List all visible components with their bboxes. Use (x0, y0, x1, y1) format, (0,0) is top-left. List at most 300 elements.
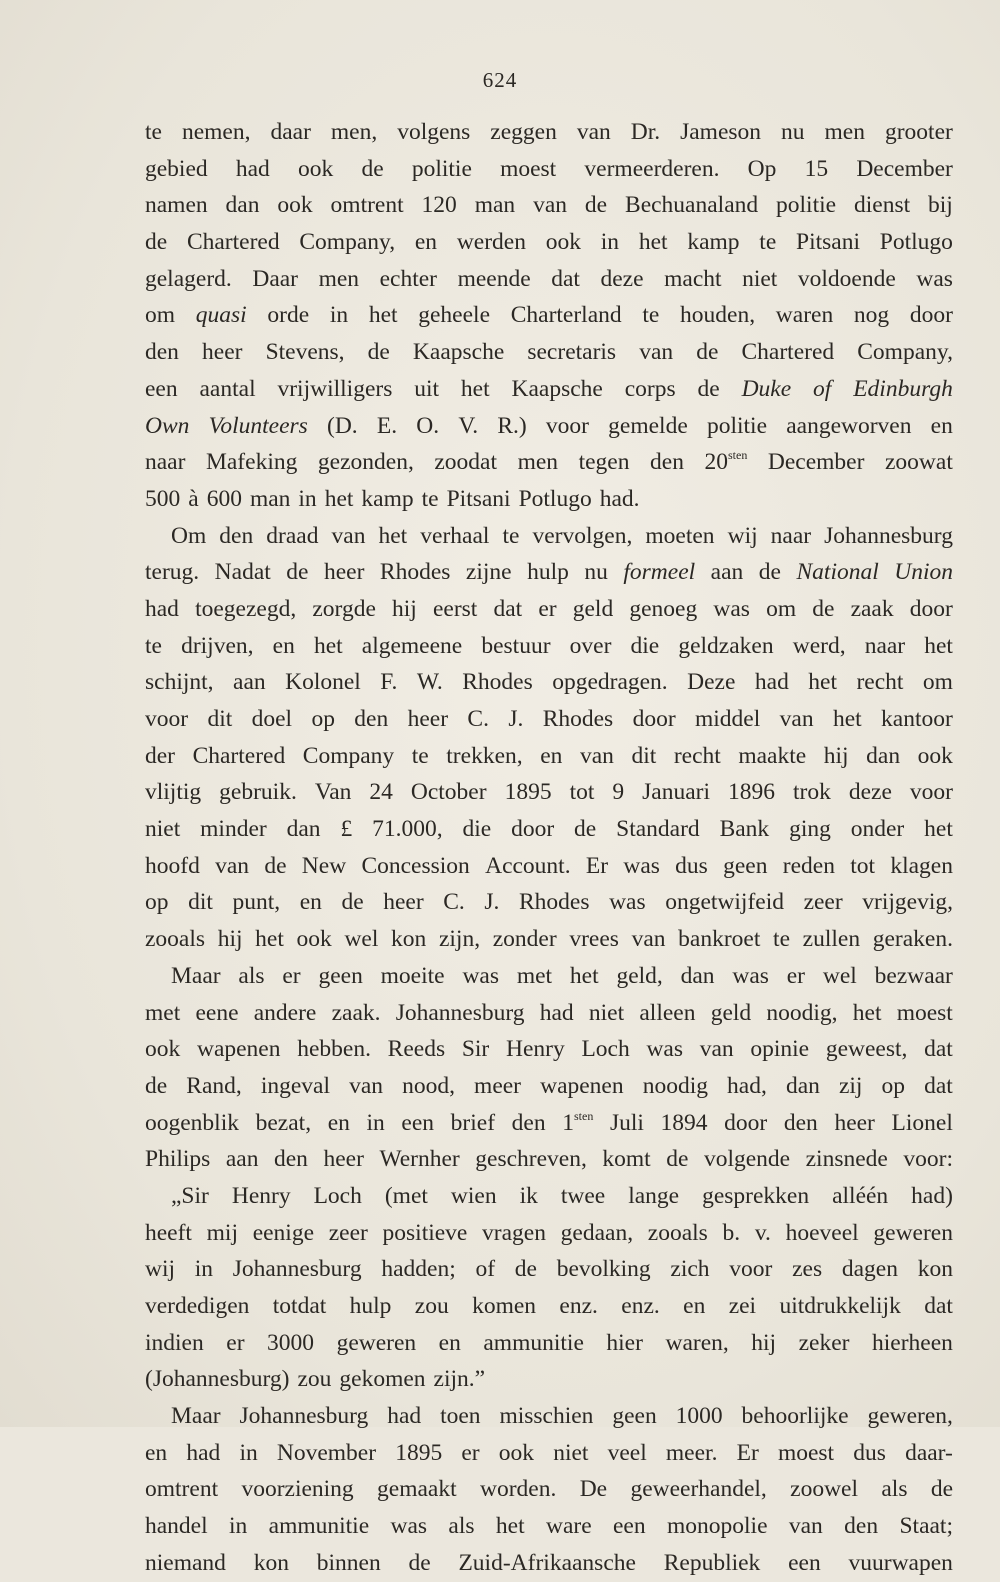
word: wapenen (540, 1072, 624, 1099)
word: December (767, 449, 865, 476)
word: gemelde (608, 412, 688, 439)
word: zooals (647, 1219, 708, 1246)
word: het (638, 229, 668, 256)
word: Company, (857, 339, 953, 366)
text-line (145, 774, 953, 811)
word: 1895 (395, 1439, 443, 1466)
word: een (613, 1513, 646, 1540)
word: Loch (313, 1182, 362, 1209)
word: positieve (382, 1219, 468, 1246)
word: V. (458, 412, 479, 439)
word: wel (822, 962, 857, 989)
word: punt, (232, 889, 281, 916)
word: lange (628, 1182, 680, 1209)
word: Wernher (379, 1146, 460, 1173)
word: October (410, 779, 487, 806)
word: met (516, 962, 553, 989)
word: door (909, 302, 953, 329)
word: recht (856, 669, 904, 696)
text-line (145, 1325, 953, 1362)
word: Maar (171, 1403, 221, 1430)
word: moeten (645, 522, 715, 549)
word: Rhodes (379, 559, 451, 586)
word: door (511, 816, 555, 843)
word: was (916, 265, 953, 292)
text-line (145, 848, 953, 885)
word: het (832, 706, 862, 732)
word: dan (866, 742, 901, 769)
word: niemand (145, 1549, 226, 1576)
word: Juli (609, 1109, 644, 1136)
word: 71.000, (372, 816, 443, 843)
word: geschreven, (475, 1146, 587, 1173)
word: 500 (145, 485, 181, 512)
word: hij (751, 1329, 777, 1356)
word: Standard (616, 816, 700, 843)
word: over (569, 632, 612, 659)
text-line (145, 884, 953, 921)
word: vermeerderen. (584, 155, 720, 182)
word: algemeene (361, 632, 463, 659)
word: aan (225, 1146, 259, 1173)
word: de (361, 155, 384, 182)
text-line (145, 114, 953, 151)
word: bevolking (556, 1256, 651, 1283)
word: was (646, 1036, 683, 1063)
word: het (324, 485, 354, 512)
word: door (724, 1109, 768, 1136)
word: ik (519, 1182, 538, 1209)
word (894, 554, 953, 591)
word: daar (270, 119, 311, 145)
word: de (367, 339, 390, 366)
word: dan (225, 192, 260, 219)
word: de (574, 816, 597, 843)
italic-text: Union (894, 559, 953, 586)
word: had (186, 1439, 221, 1466)
text-line (145, 1031, 953, 1068)
word: den (511, 1109, 546, 1136)
word: den (783, 1109, 818, 1136)
word: à (188, 485, 199, 512)
word: Henry (231, 1182, 291, 1209)
word: hij (392, 595, 417, 622)
word: namen (145, 192, 208, 219)
word: trok (793, 779, 831, 806)
italic-text: Duke (741, 375, 792, 402)
word: Kaapsche (412, 339, 505, 366)
word: Januari (642, 779, 710, 806)
word: geen (723, 852, 768, 879)
word: zinsnede (805, 1146, 888, 1173)
word: zich (670, 1256, 710, 1283)
word: Jameson (680, 119, 762, 145)
word: het (378, 522, 408, 549)
word: geweest, (825, 1036, 908, 1063)
word: Rhodes (462, 669, 533, 696)
word: doel (251, 706, 293, 732)
word: hoofd (145, 852, 200, 879)
word: gelagerd. (145, 265, 232, 292)
word: opgedragen. (552, 669, 668, 696)
word: Johannesburg (239, 1403, 369, 1430)
word: van (349, 1072, 384, 1099)
word: dan (785, 1072, 820, 1099)
word: Om (171, 522, 207, 549)
word: het (569, 962, 599, 989)
word: 1894 (660, 1109, 708, 1136)
word: zes (792, 1256, 823, 1283)
word: November (276, 1439, 377, 1466)
word: en (145, 1439, 168, 1466)
word: het (255, 926, 284, 953)
word: „Sir (171, 1182, 209, 1209)
word: Van (314, 779, 352, 806)
word: eenige (252, 1219, 315, 1246)
word: minder (200, 816, 267, 843)
word: uit (414, 375, 440, 402)
word: andere (253, 999, 317, 1026)
word: macht (664, 265, 722, 292)
word: nood, (402, 1072, 455, 1099)
word: De (579, 1476, 608, 1503)
word: Loch (581, 1036, 630, 1063)
word: brief (450, 1109, 496, 1136)
word: Deze (687, 669, 736, 696)
word: Potlugo (879, 229, 953, 256)
word: geld, (616, 962, 663, 989)
word: het (924, 632, 953, 659)
word: te (145, 119, 162, 145)
word: ook (498, 1439, 535, 1466)
word: grooter (884, 119, 953, 145)
word: Daar (252, 265, 299, 292)
word: zullen (802, 926, 861, 953)
italic-text: of (813, 375, 832, 402)
word: den (219, 522, 254, 549)
word: nu (584, 559, 608, 586)
page-number: 624 (482, 68, 518, 92)
word: wij (145, 1256, 176, 1283)
word: ook (917, 742, 953, 769)
word: reden (782, 852, 835, 879)
word: ongetwijfeid (665, 889, 784, 916)
word: 1000 (675, 1403, 723, 1430)
word: Account. (485, 852, 571, 879)
word: in (366, 1109, 385, 1136)
word: en (438, 1329, 461, 1356)
word: te (145, 632, 162, 659)
word: O. (416, 412, 440, 439)
word: (met (384, 1182, 428, 1209)
italic-text: quasi (195, 302, 247, 329)
word: Charterland (510, 302, 622, 329)
word: dat (551, 265, 580, 292)
word: van (576, 119, 611, 145)
word: de (584, 192, 608, 219)
word: een (145, 375, 178, 402)
word: de (930, 1476, 953, 1503)
word: men, (330, 119, 378, 145)
word: Philips (145, 1146, 211, 1173)
text-line (145, 151, 953, 188)
word: toegezegd, (195, 595, 297, 622)
word: December (856, 155, 953, 182)
word: heer (834, 1109, 875, 1136)
word: werd, (792, 632, 846, 659)
word: der (145, 742, 176, 769)
word: had, (727, 1072, 767, 1099)
word: er (538, 595, 557, 622)
word: op (311, 706, 335, 732)
word: voor (729, 1256, 773, 1283)
word: Company (302, 742, 395, 769)
word: aantal (199, 375, 256, 402)
word: binnen (316, 1549, 381, 1576)
word: zijne (465, 559, 512, 586)
word: Lionel (891, 1109, 953, 1136)
word: het (852, 999, 882, 1026)
italic-text: National (796, 559, 879, 586)
word: uitdrukkelijk (779, 1293, 901, 1319)
word: dagen (841, 1256, 898, 1283)
word: bezwaar (874, 962, 953, 989)
word: had (387, 1403, 422, 1430)
word: geweerhandel, (630, 1476, 767, 1503)
word: dit (188, 889, 213, 916)
word: ammunitie (483, 1329, 584, 1356)
word: Henry (505, 1036, 565, 1063)
word: gebruik. (219, 779, 297, 806)
word: dus (853, 1439, 886, 1466)
word: echter (379, 265, 438, 292)
word: heer (202, 339, 243, 366)
word: naar (864, 632, 906, 659)
word: toen (440, 1403, 481, 1430)
word: bankroet (678, 926, 761, 953)
word: zij (838, 1072, 863, 1099)
word: en (272, 632, 295, 659)
word: wien (450, 1182, 497, 1209)
word: voorziening (241, 1476, 354, 1503)
word: dus (675, 852, 708, 879)
word: geen (612, 1403, 657, 1430)
word: was (713, 595, 750, 622)
word: Dr. (630, 119, 661, 145)
word: terug. (145, 559, 200, 586)
word: Company, (299, 229, 396, 256)
word: gemaakt (377, 1476, 457, 1503)
text-line (145, 408, 953, 445)
word: E. (376, 412, 398, 439)
word: 1895 (504, 779, 552, 806)
word: Republiek (663, 1549, 761, 1576)
word: geweren, (867, 1403, 953, 1430)
word: 120 (421, 192, 457, 219)
word: man (474, 192, 516, 219)
word: gesprekken (702, 1182, 810, 1209)
word: het (460, 375, 490, 402)
word: heer (407, 706, 449, 732)
word: twee (560, 1182, 606, 1209)
word: zoodat (434, 449, 498, 476)
word: als (881, 1476, 908, 1503)
word: voor (145, 706, 189, 732)
word: men (517, 449, 559, 476)
word: vrijgevig, (862, 889, 953, 916)
word: politie (776, 192, 837, 219)
word: houden, (680, 302, 756, 329)
word: noodig, (766, 999, 838, 1026)
word: corps (624, 375, 676, 402)
word: naar (770, 522, 812, 549)
word: was (732, 962, 769, 989)
word: de (666, 1146, 689, 1173)
word: 15 (804, 155, 829, 182)
word: te (773, 926, 791, 953)
text-line (145, 224, 953, 261)
word: Pitsani (446, 485, 511, 512)
word: de (758, 559, 781, 586)
word: zoowel (790, 1476, 859, 1503)
word: het (495, 1513, 525, 1540)
word: New (301, 852, 347, 879)
word: door (632, 706, 676, 732)
word: meer (474, 1072, 522, 1099)
word: secretaris (527, 339, 617, 366)
word: verhaal (420, 522, 490, 549)
word: ook (277, 192, 313, 219)
word: trekken, (446, 742, 523, 769)
word: man (249, 485, 291, 512)
word: aan (710, 559, 744, 586)
text-line (145, 701, 953, 738)
word: van (631, 926, 666, 953)
word: en (540, 742, 563, 769)
text-line (145, 958, 953, 995)
word: alléén (832, 1182, 889, 1209)
word: zijn.” (433, 1366, 486, 1393)
word: te (502, 522, 520, 549)
word: bestuur (481, 632, 551, 659)
text-line (145, 591, 953, 628)
word: dat (924, 1072, 953, 1099)
word: kantoor (881, 706, 953, 732)
word: was (462, 962, 499, 989)
word: zoowat (885, 449, 953, 476)
word: en (327, 1109, 350, 1136)
word: vragen (482, 1219, 546, 1246)
word: voor (545, 412, 589, 439)
word: 3000 (267, 1329, 315, 1356)
word: 24 (369, 779, 393, 806)
text-line (145, 995, 953, 1032)
text-line (145, 738, 953, 775)
word (796, 554, 878, 591)
word: geraken. (872, 926, 953, 953)
word: hoeveel (785, 1219, 859, 1246)
italic-text: Edinburgh (853, 375, 953, 402)
text-line (145, 481, 953, 518)
word: dat (493, 595, 523, 622)
word: $1^{sten}$ (562, 1108, 594, 1136)
text-line (145, 1215, 953, 1252)
word: Op (747, 155, 777, 182)
word: de (145, 1072, 168, 1099)
word: deze (600, 265, 644, 292)
text-line (145, 1545, 953, 1582)
word: C. (443, 889, 465, 916)
word: eene (195, 999, 239, 1026)
word: in (298, 485, 317, 512)
word: dat (924, 1036, 953, 1063)
word: Er (736, 1439, 759, 1466)
text-line (145, 518, 953, 555)
word: Bank (719, 816, 770, 843)
word: den (274, 1146, 308, 1173)
word: Rand, (186, 1072, 242, 1099)
word (196, 297, 247, 334)
word: niet (742, 265, 778, 292)
word: geldzaken (678, 632, 774, 659)
word: Mafeking (205, 449, 298, 476)
word: indien (145, 1329, 204, 1356)
word: de (812, 595, 835, 622)
word: van (579, 742, 614, 769)
word: nu (781, 119, 805, 145)
word: verdedigen (145, 1293, 250, 1319)
word: van (639, 339, 674, 366)
word: ammunitie (268, 1513, 370, 1540)
body-text (145, 114, 953, 1582)
word: gezonden, (317, 449, 414, 476)
word: geweren (873, 1219, 953, 1246)
word: recht (673, 742, 721, 769)
word: vrijwilligers (277, 375, 393, 402)
word: had (754, 669, 789, 696)
word: den (650, 449, 684, 476)
word: er (786, 962, 806, 989)
word: volgens (397, 119, 471, 145)
word: v. (754, 1219, 771, 1246)
word: of (475, 1256, 496, 1283)
word: Pitsani (796, 229, 861, 256)
word: ware (545, 1513, 592, 1540)
word: hier (606, 1329, 643, 1356)
word: niet (553, 1439, 589, 1466)
word: 600 (206, 485, 242, 512)
word: ook (297, 155, 334, 182)
word: de (697, 375, 720, 402)
text-line (145, 1251, 953, 1288)
text-line (145, 1361, 953, 1398)
word: vuurwapen (848, 1549, 953, 1576)
word: Kolonel (285, 669, 361, 696)
word: vlijtig (145, 779, 202, 806)
word: waren (775, 302, 834, 329)
word: daar- (905, 1439, 953, 1466)
word: te (759, 229, 777, 256)
word: hulp (527, 559, 569, 586)
word: dan (286, 816, 321, 843)
word: Rhodes (542, 706, 614, 732)
word: Sir (461, 1036, 490, 1063)
word: niet (588, 999, 625, 1026)
word (623, 554, 695, 591)
text-line (145, 1288, 953, 1325)
word: vervolgen, (532, 522, 633, 549)
word: de (264, 852, 287, 879)
